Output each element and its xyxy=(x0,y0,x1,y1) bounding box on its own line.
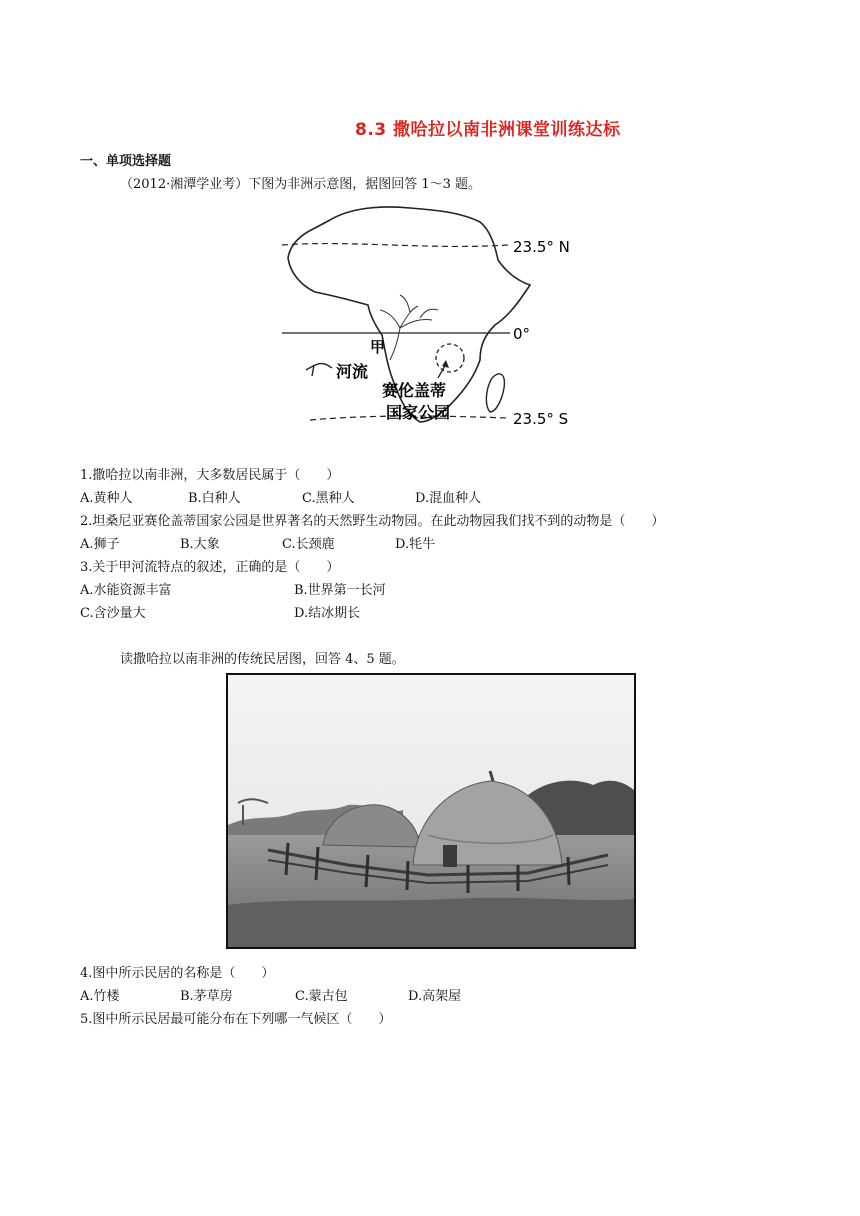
africa-map xyxy=(270,200,590,435)
q3-option-b: B.世界第一长河 xyxy=(294,583,386,598)
q2-option-a: A.狮子 xyxy=(80,537,120,552)
intro-text-2: 读撒哈拉以南非洲的传统民居图，回答 4、5 题。 xyxy=(120,652,405,667)
question-5: 5.图中所示民居最可能分布在下列哪一气候区（ ） xyxy=(80,1012,392,1027)
river-label: 河流 xyxy=(336,362,369,381)
section-title: 一、单项选择题 xyxy=(80,154,172,169)
jia-label: 甲 xyxy=(370,338,386,356)
q1-option-b: B.白种人 xyxy=(188,491,241,506)
q2-option-b: B.大象 xyxy=(180,537,220,552)
q4-option-c: C.蒙古包 xyxy=(295,989,348,1004)
question-1: 1.撒哈拉以南非洲，大多数居民属于（ ） xyxy=(80,468,340,483)
hut-photo-image xyxy=(228,675,634,947)
q3-option-d: D.结冰期长 xyxy=(294,606,361,621)
question-3: 3.关于甲河流特点的叙述，正确的是（ ） xyxy=(80,560,340,575)
q1-option-d: D.混血种人 xyxy=(415,491,482,506)
lat-north-label: 23.5° N xyxy=(513,238,570,256)
page-title: 8.3 撒哈拉以南非洲课堂训练达标 xyxy=(355,120,621,140)
hut-photo xyxy=(226,673,636,949)
question-2: 2.坦桑尼亚赛伦盖蒂国家公园是世界著名的天然野生动物园。在此动物园我们找不到的动物是（ ） xyxy=(80,514,665,529)
q3-option-c: C.含沙量大 xyxy=(80,606,146,621)
tropic-cancer-line xyxy=(282,244,508,247)
equator-label: 0° xyxy=(513,325,531,343)
park-circle xyxy=(436,344,464,372)
river-network xyxy=(380,295,438,360)
question-4: 4.图中所示民居的名称是（ ） xyxy=(80,966,275,981)
q4-option-a: A.竹楼 xyxy=(80,989,120,1004)
park-label-1: 赛伦盖蒂 xyxy=(382,381,447,400)
lat-south-label: 23.5° S xyxy=(513,410,569,428)
q1-option-a: A.黄种人 xyxy=(80,491,133,506)
q4-option-d: D.高架屋 xyxy=(408,989,462,1004)
q3-option-a: A.水能资源丰富 xyxy=(80,583,172,598)
intro-text-1: （2012·湘潭学业考）下图为非洲示意图，据图回答 1～3 题。 xyxy=(120,177,482,192)
q2-option-d: D.牦牛 xyxy=(395,537,436,552)
q2-option-c: C.长颈鹿 xyxy=(282,537,335,552)
park-arrowhead xyxy=(442,360,449,368)
park-label-2: 国家公园 xyxy=(386,403,451,422)
river-legend-icon xyxy=(306,364,332,376)
madagascar-outline xyxy=(486,374,504,412)
q1-option-c: C.黑种人 xyxy=(302,491,355,506)
q4-option-b: B.茅草房 xyxy=(180,989,233,1004)
